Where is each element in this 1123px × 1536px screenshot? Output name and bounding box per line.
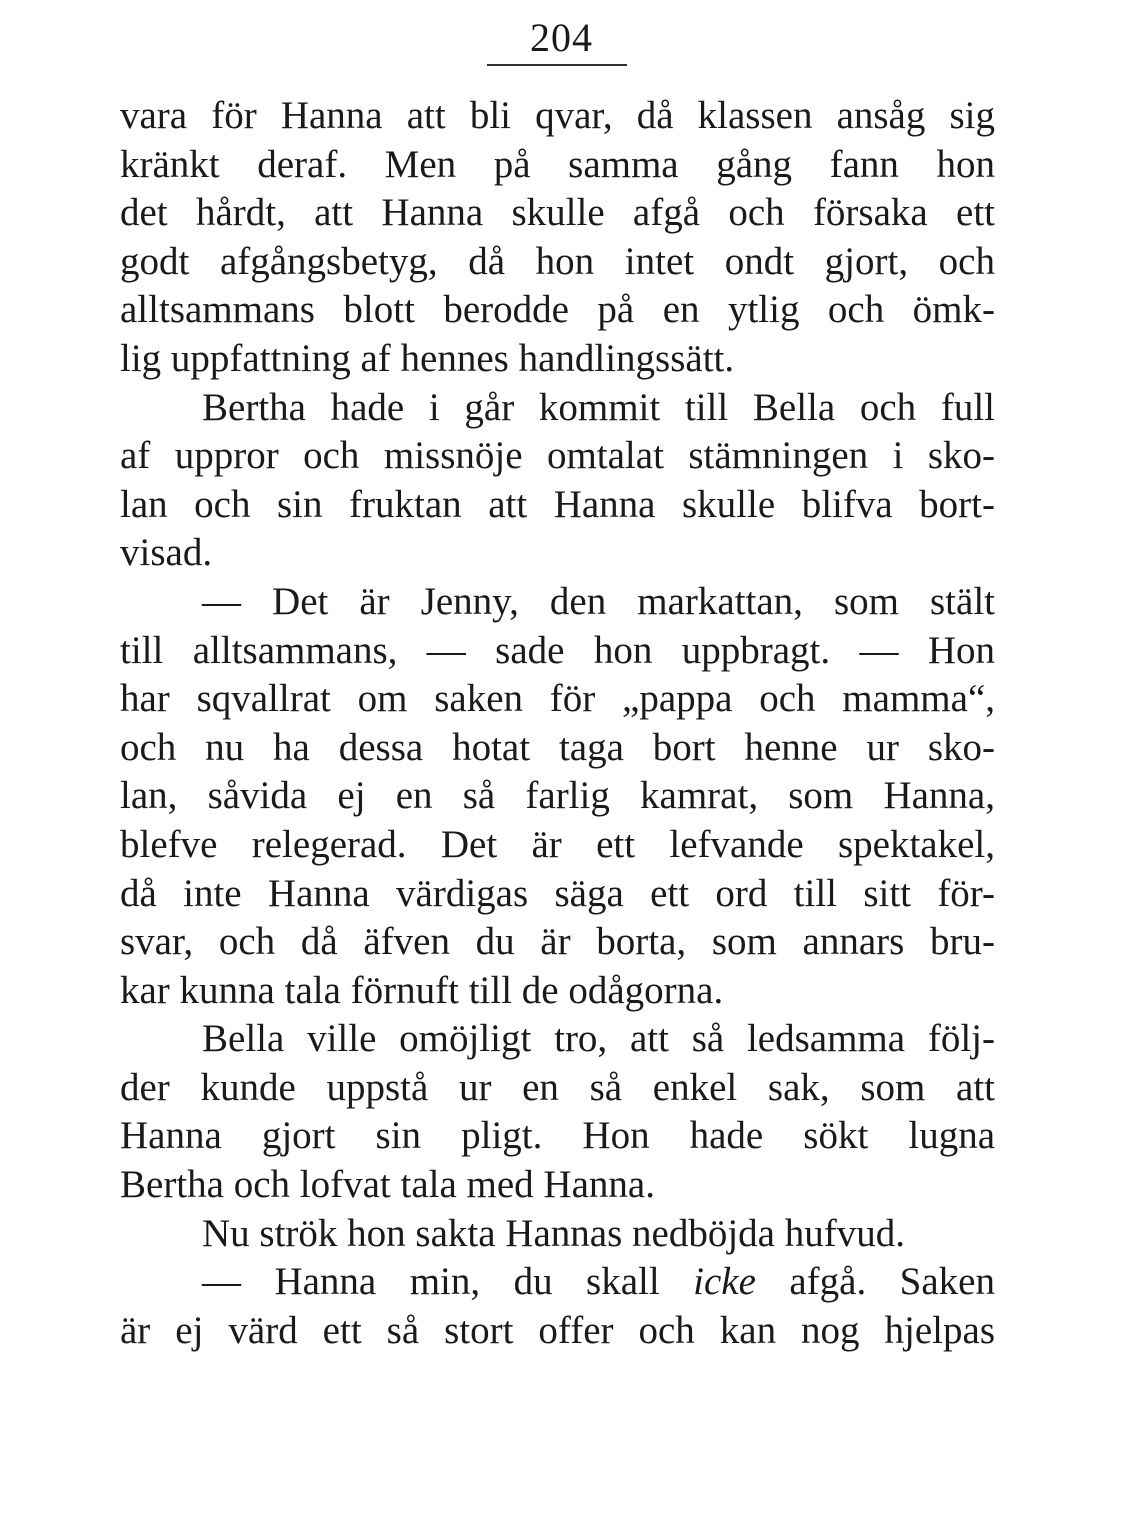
- text-line: Bertha och lofvat tala med Hanna.: [120, 1163, 655, 1207]
- text-line: Bella ville omöjligt tro, att så ledsamma följ-: [202, 1017, 995, 1061]
- text-line: af uppror och missnöje omtalat stämningen i sko-: [120, 434, 995, 478]
- text-line: visad.: [120, 531, 213, 575]
- text-line: lan och sin fruktan att Hanna skulle blifva bort-: [120, 482, 995, 526]
- text-line: Hanna gjort sin pligt. Hon hade sökt lugna: [120, 1114, 995, 1158]
- text-line: Bertha hade i går kommit till Bella och full: [202, 385, 995, 429]
- text-line: är ej värd ett så stort offer och kan nog hjelpas: [120, 1308, 995, 1352]
- text-segment: — Hanna min, du skall: [202, 1260, 694, 1304]
- page-number: 204: [530, 15, 593, 60]
- text-line: har sqvallrat om saken för „pappa och mamma“,: [120, 677, 995, 721]
- text-line: då inte Hanna värdigas säga ett ord till sitt för-: [120, 871, 995, 915]
- text-line: Nu strök hon sakta Hannas nedböjda hufvud.: [202, 1211, 905, 1255]
- text-line: lig uppfattning af hennes handlingssätt.: [120, 336, 735, 380]
- text-line: till alltsammans, — sade hon uppbragt. — Hon: [120, 628, 995, 672]
- text-line: kränkt deraf. Men på samma gång fann hon: [120, 142, 995, 186]
- text-line: och nu ha dessa hotat taga bort henne ur sko-: [120, 725, 995, 769]
- text-line: godt afgångsbetyg, då hon intet ondt gjort, och: [120, 239, 995, 283]
- text-line: alltsammans blott berodde på en ytlig och ömk-: [120, 288, 995, 332]
- text-line: lan, såvida ej en så farlig kamrat, som Hanna,: [120, 774, 995, 818]
- text-line: det hårdt, att Hanna skulle afgå och försaka ett: [120, 191, 995, 235]
- text-segment: afgå. Saken: [755, 1260, 995, 1304]
- text-line: vara för Hanna att bli qvar, då klassen ansåg sig: [120, 94, 995, 137]
- text-line: svar, och då äfven du är borta, som annars bru-: [120, 920, 995, 964]
- text-line: — Det är Jenny, den markattan, som stält: [202, 579, 995, 623]
- text-line-with-emphasis: [120, 1258, 995, 1307]
- text-line: blefve relegerad. Det är ett lefvande spektakel,: [120, 822, 995, 866]
- italic-word: icke: [693, 1260, 756, 1304]
- page-number-rule: [487, 64, 627, 66]
- text-line: der kunde uppstå ur en så enkel sak, som att: [120, 1065, 995, 1109]
- body-text: [120, 92, 995, 1355]
- text-line: kar kunna tala förnuft till de odågorna.: [120, 968, 724, 1012]
